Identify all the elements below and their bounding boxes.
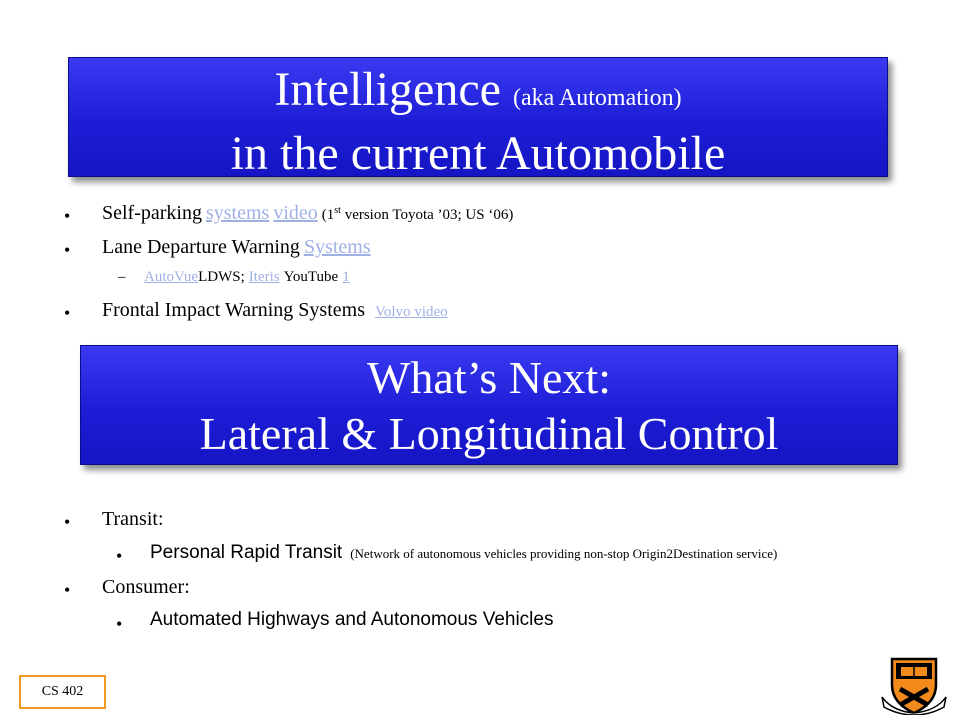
consumer-text: Consumer: bbox=[102, 576, 190, 598]
sub-item-autovue bbox=[144, 268, 350, 286]
highways-text: Automated Highways and Autonomous Vehicles bbox=[150, 609, 554, 630]
self-parking-text: Self-parking bbox=[102, 202, 202, 224]
link-systems[interactable]: systems bbox=[205, 202, 270, 224]
transit-text: Transit: bbox=[102, 508, 164, 530]
frontal-impact-text: Frontal Impact Warning Systems bbox=[102, 299, 365, 321]
list-item-self-parking bbox=[102, 202, 513, 225]
bullet-dot: • bbox=[64, 580, 71, 600]
link-youtube-1[interactable]: 1 bbox=[342, 269, 350, 285]
youtube-text: YouTube bbox=[283, 269, 339, 285]
link-systems-lane[interactable]: Systems bbox=[303, 236, 371, 258]
sub-bullet-dash: – bbox=[118, 269, 126, 285]
lane-departure-text: Lane Departure Warning bbox=[102, 236, 300, 258]
link-autovue[interactable]: AutoVue bbox=[144, 269, 199, 285]
sub-bullet-dot: • bbox=[116, 614, 123, 634]
list-item-consumer bbox=[102, 576, 190, 599]
princeton-shield-icon bbox=[878, 655, 950, 715]
title-banner-whats-next bbox=[80, 345, 898, 465]
prt-note: (Network of autonomous vehicles providing non-stop Origin2Destination service) bbox=[350, 546, 778, 561]
banner2-line2: Lateral & Longitudinal Control bbox=[199, 408, 779, 459]
sub-item-highways bbox=[150, 609, 553, 631]
course-label-box: CS 402 bbox=[19, 675, 106, 709]
banner2-line1: What’s Next: bbox=[367, 352, 611, 403]
list-item-frontal-impact bbox=[102, 299, 448, 322]
sub-item-prt bbox=[150, 542, 777, 564]
list-item-transit bbox=[102, 508, 164, 531]
bullet-dot: • bbox=[64, 206, 71, 226]
link-volvo-video[interactable]: Volvo video bbox=[375, 304, 448, 320]
title-banner-intelligence bbox=[68, 57, 888, 180]
bullet-dot: • bbox=[64, 512, 71, 532]
self-parking-note: (1st version Toyota ’03; US ‘06) bbox=[321, 205, 514, 223]
sub-bullet-dot: • bbox=[116, 546, 123, 566]
ldws-text: LDWS; bbox=[198, 269, 245, 285]
prt-text: Personal Rapid Transit bbox=[150, 542, 343, 563]
link-iteris[interactable]: Iteris bbox=[248, 269, 280, 285]
banner-title-main: Intelligence bbox=[274, 63, 501, 116]
bullet-dot: • bbox=[64, 240, 71, 260]
banner-title-line2: in the current Automobile bbox=[230, 127, 726, 180]
bullet-dot: • bbox=[64, 303, 71, 323]
link-video[interactable]: video bbox=[273, 202, 318, 224]
banner-title-paren: (aka Automation) bbox=[512, 85, 682, 111]
list-item-lane-departure bbox=[102, 236, 371, 259]
